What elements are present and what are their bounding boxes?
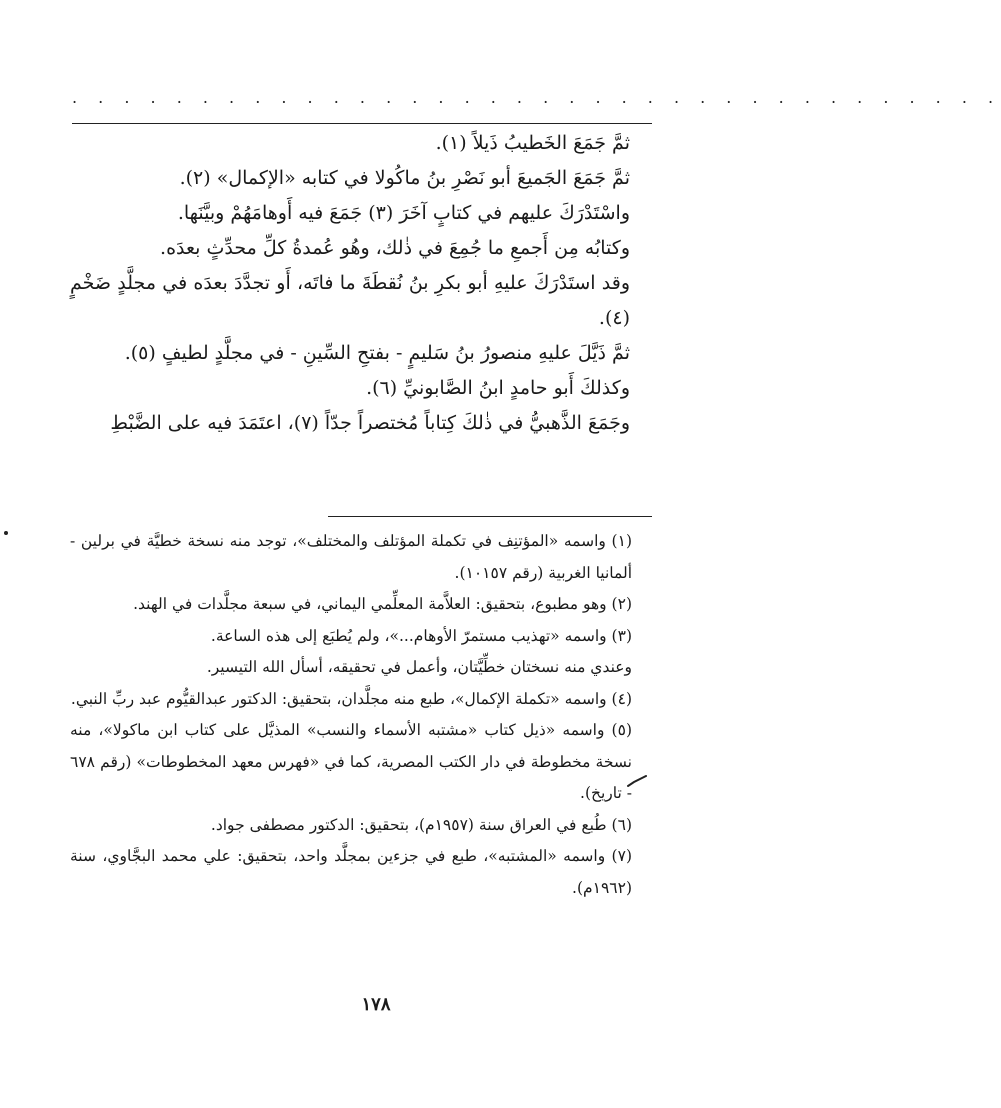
footnote-item: وعندي منه نسختان خطِّيَّتان، وأعمل في تحقيقه، أسأل الله التيسير.: [206, 658, 632, 676]
page-number: ١٧٨: [361, 994, 391, 1015]
body-line: وكذلكَ أَبو حامدٍ ابنُ الصَّابونيِّ (٦).: [366, 377, 630, 399]
header-dotted-line: . . . . . . . . . . . . . . . . . . . . . . . . . . . . . . . . . . . .: [72, 88, 1001, 107]
footnotes: [70, 526, 670, 904]
footnote-item: (٥) واسمه «ذيل كتاب «مشتبه الأسماء والنسب» المذيَّل على كتاب ابن ماكولا»، منه نسخة مخطوطة في دار الكتب المصرية، كما في «فهرس معهد المخطوطات» (رقم ٦٧٨ - تاريخ).: [70, 721, 632, 802]
footnote-item: (٣) واسمه «تهذيب مستمرّ الأوهام...»، ولم يُطبَع إلى هذه الساعة.: [210, 626, 632, 645]
footnote-item: (١) واسمه «المؤتنِف في تكملة المؤتلف والمختلف»، توجد منه نسخة خطيَّة في برلين - ألمانيا الغربية (رقم ١٠١٥٧).: [70, 532, 632, 582]
header-rule: [72, 123, 652, 124]
main-text: [70, 126, 670, 441]
pen-check-mark-icon: [626, 774, 648, 788]
body-line: ثمَّ جَمَعَ الخَطيبُ ذَيلاً (١).: [435, 132, 630, 154]
footnote-item: (٢) وهو مطبوع، بتحقيق: العلاَّمة المعلِّمي اليماني، في سبعة مجلَّدات في الهند.: [133, 595, 632, 613]
body-line: ثمَّ ذَيَّلَ عليهِ منصورُ بنُ سَليمٍ - بفتحِ السِّينِ - في مجلَّدٍ لطيفٍ (٥).: [124, 342, 630, 364]
footnote-item: (٤) واسمه «تكملة الإكمال»، طبع منه مجلَّدان، بتحقيق: الدكتور عبدالقيُّوم عبد ربِّ النبي.: [70, 689, 632, 708]
body-line: وكتابُه مِن أَجمعِ ما جُمِعَ في ذٰلك، وهُو عُمدةُ كلِّ محدِّثٍ بعدَه.: [160, 237, 630, 259]
body-line: ثمَّ جَمَعَ الجَميعَ أبو نَصْرِ بنُ ماكُولا في كتابه «الإكمال» (٢).: [179, 167, 630, 189]
body-line: وقد استَدْرَكَ عليهِ أبو بكرِ بنُ نُقطَةَ ما فاتَه، أَو تجدَّدَ بعدَه في مجلَّدٍ ضَخْمٍ (٤).: [70, 272, 630, 329]
body-line: وجَمَعَ الذَّهبيُّ في ذٰلكَ كِتاباً مُختصراً جدّاً (٧)، اعتَمَدَ فيه على الضَّبْطِ: [110, 412, 630, 434]
body-line: واسْتَدْرَكَ عليهم في كتابٍ آخَرَ (٣) جَمَعَ فيه أَوهامَهُمْ وبيَّنَها.: [177, 202, 630, 224]
footnote-item: (٦) طُبع في العراق سنة (١٩٥٧م)، بتحقيق: الدكتور مصطفى جواد.: [210, 815, 632, 834]
margin-dot: [4, 531, 8, 535]
footnote-item: (٧) واسمه «المشتبه»، طبع في جزءين بمجلَّد واحد، بتحقيق: علي محمد البجَّاوي، سنة (١٩٦٢م).: [70, 847, 632, 897]
footnote-separator: [328, 516, 652, 517]
